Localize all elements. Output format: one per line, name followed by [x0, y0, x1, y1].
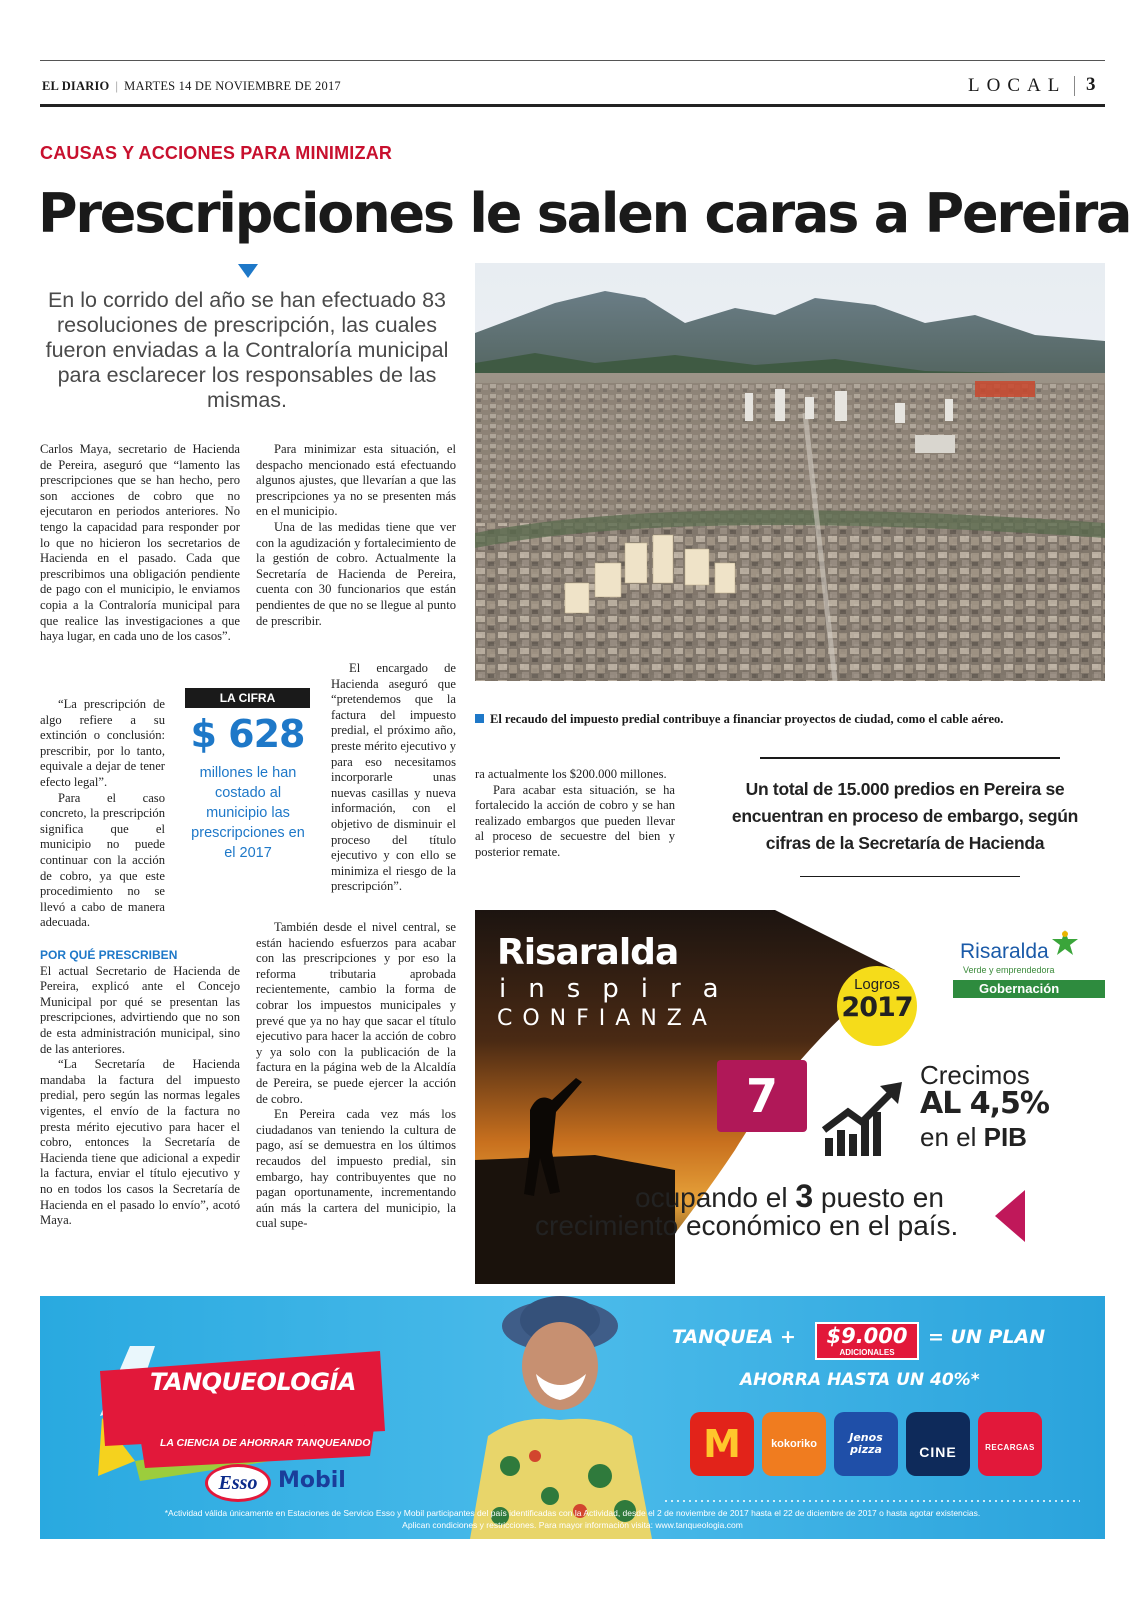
tanqueologia-brand: TANQUEOLOGÍA [150, 1368, 356, 1396]
header-rule [40, 104, 1105, 107]
growth-line2: AL 4,5% [920, 1086, 1049, 1121]
kicker: CAUSAS Y ACCIONES PARA MINIMIZAR [40, 143, 393, 163]
paper-name: EL DIARIO [42, 79, 110, 93]
lead-paragraph: En lo corrido del año se han efectuado 83 resoluciones de prescripción, las cuales fueron enviadas a la Contraloría municipal para esclarecer los responsables de las mismas. [45, 288, 449, 412]
star-person-icon [1050, 928, 1080, 958]
ranking-line2: crecimiento económico en el país. [535, 1210, 959, 1241]
growth-line3: en el PIB [920, 1122, 1027, 1152]
cifra-label: LA CIFRA [185, 688, 310, 708]
city-aerial-photo [475, 263, 1105, 681]
body-paragraph: Para acabar esta situación, se ha fortalecido la acción de cobro y se han realizado embargos que pueden llevar al proceso de secuestre del bien y posterior remate. [475, 782, 675, 859]
offer-text-b: = UN PLAN [928, 1326, 1046, 1348]
risaralda-line3: CONFIANZA [497, 1006, 717, 1031]
top-rule [40, 60, 1105, 61]
body-paragraph: Carlos Maya, secretario de Hacienda de Pereira, aseguró que “lamento las prescripciones que se han hecho, pero son acciones de cobro que no ejecutaron en periodos anteriores. No tengo la capacidad para responder por lo que no hicieron los secretarios de Hacienda en el pasado. Cada que prescribimos una obligación pendiente de pago con el municipio, le enviamos copia a la Contraloría municipal para que realice las investigaciones a que haya lugar, en cada uno de los casos”. [40, 442, 240, 644]
page-number: 3 [1086, 74, 1096, 95]
header-divider [1074, 76, 1075, 96]
gov-logo-tagline: Verde y emprendedora [963, 965, 1055, 975]
growth-chart-icon [820, 1078, 910, 1158]
kokoriko-logo[interactable]: kokoriko [762, 1412, 826, 1476]
offer-price-badge [815, 1322, 919, 1360]
risaralda-ad[interactable] [475, 910, 1105, 1284]
body-paragraph: “La Secretaría de Hacienda mandaba la factura del impuesto predial, pero según las normas legales vigentes, el envío de la factura no presta mérito ejecutivo para hacer el cobro, entonces la Secretaría de Hacienda tiene que adicional a expedir la factura, enviar el título ejecutivo y no en todos los casos la Secretaría de Hacienda en el pasado lo envío”, acotó Maya. [40, 1057, 240, 1228]
mcdonalds-logo[interactable]: M [690, 1412, 754, 1476]
body-paragraph: “La prescripción de algo refiere a su extinción o conclusión: prescribir, por lo tanto, equivale a dejar de tener efecto legal”. [40, 697, 165, 789]
column-1-top [40, 442, 240, 645]
square-icon [475, 714, 484, 723]
cifra-text: millones le han costado al municipio las prescripciones en el 2017 [191, 765, 305, 861]
body-paragraph: Para minimizar esta situación, el despacho mencionado está efectuando algunos ajustes, que llevarían a que las prescripciones ya no se presenten más en el municipio. [256, 442, 456, 519]
body-paragraph: En Pereira cada vez más los ciudadanos van teniendo la cultura de pago, así se demuestra en los últimos recaudos del impuesto predial, sin embargo, hay contribuyentes que no pagan oportunamente, incrementando aún más la cartera del municipio, la cual supe- [256, 1107, 456, 1231]
body-paragraph: El actual Secretario de Hacienda de Pereira, explicó ante el Concejo Municipal por qué se presentan las prescripciones, advirtiendo que no son de esta administración municipal, sino de las anteriores. [40, 963, 240, 1056]
ranking-line1: ocupando el 3 puesto en [635, 1178, 944, 1214]
recargas-logo[interactable]: RECARGAS [978, 1412, 1042, 1476]
arrow-left-icon [995, 1190, 1025, 1242]
fine-print [50, 1507, 1095, 1531]
cine-logo[interactable]: CINE [906, 1412, 970, 1476]
tanqueologia-tagline: LA CIENCIA DE AHORRAR TANQUEANDO [160, 1437, 371, 1449]
risaralda-line2: inspira [499, 974, 741, 1004]
body-paragraph: El encargado de Hacienda aseguró que “pretendemos que la factura del impuesto predial, el próximo año, preste mérito ejecutivo y para eso necesitamos incorporarle unas nuevas casillas y nueva información, con el objetivo de disminuir el proceso del título ejecutivo y con ello se minimiza el riesgo de la prescripción”. [331, 661, 456, 894]
body-paragraph: Para el caso concreto, la prescripción significa que el municipio no puede continuar con la acción de cobro, ya que este procedimiento no se llevó a cabo de manera adecuada. [40, 790, 165, 930]
offer-price: $9.000 [826, 1324, 908, 1348]
logros-badge [837, 966, 917, 1046]
pullquote: Un total de 15.000 predios en Pereira se encuentran en proceso de embargo, según cifras de la Secretaría de Hacienda [731, 779, 1079, 853]
column-2-bottom [256, 920, 456, 1232]
headline: Prescripciones le salen caras a Pereira [38, 182, 1131, 245]
column-1-narrow [40, 697, 165, 931]
pullquote-rule-top [760, 757, 1060, 759]
down-triangle-icon [238, 264, 258, 278]
body-paragraph: Una de las medidas tiene que ver con la agudización y fortalecimiento de la gestión de cobro. Actualmente la Secretaría de Hacienda de Pereira, cuenta con 30 funcionarios que están pendientes de que no se llegue al punto de prescribir. [256, 519, 456, 628]
mobil-logo: Mobil [278, 1468, 346, 1493]
cifra-value: $ 628 [190, 712, 305, 756]
issue-date: MARTES 14 DE NOVIEMBRE DE 2017 [124, 79, 341, 93]
column-2-narrow [331, 661, 456, 895]
risaralda-title: Risaralda [497, 932, 679, 973]
fine-print-line1: *Actividad válida únicamente en Estaciones de Servicio Esso y Mobil participantes del país identificadas con la Actividad, desde el 2 de noviembre de 2017 hasta el 22 de diciembre de 2017 o hasta agotar existencias. [164, 1508, 981, 1518]
man-with-hat-image [440, 1296, 680, 1539]
offer-price-sub: ADICIONALES [839, 1348, 895, 1357]
body-paragraph: ra actualmente los $200.000 millones. [475, 767, 667, 781]
subheading: POR QUÉ PRESCRIBEN [40, 948, 178, 962]
gov-logo-name: Risaralda [960, 940, 1049, 963]
tanqueologia-ad[interactable] [40, 1296, 1105, 1539]
photo-caption: El recaudo del impuesto predial contribuye a financiar proyectos de ciudad, como el cable aéreo. [475, 712, 1003, 727]
pullquote-rule-bottom [800, 876, 1020, 877]
logros-label: Logros [854, 976, 900, 993]
growth-line1: Crecimos [920, 1060, 1030, 1090]
column-1-bottom [40, 948, 240, 1229]
esso-logo: Esso [205, 1464, 271, 1502]
section-name: LOCAL [968, 75, 1067, 96]
offer-text-a: TANQUEA + [672, 1326, 796, 1348]
logros-year: 2017 [841, 992, 913, 1023]
column-3 [475, 767, 675, 861]
jenos-pizza-logo[interactable]: Jenos pizza [834, 1412, 898, 1476]
gov-logo-band: Gobernación [953, 980, 1105, 998]
achievement-number: 7 [717, 1060, 807, 1132]
fine-print-line2: Aplican condiciones y restricciones. Para mayor información visita: www.tanqueologia.com [402, 1520, 743, 1530]
column-2-top [256, 442, 456, 629]
savings-text: AHORRA HASTA UN 40%* [740, 1370, 980, 1390]
masthead: EL DIARIO | MARTES 14 DE NOVIEMBRE DE 2017 [42, 79, 341, 93]
body-paragraph: También desde el nivel central, se están haciendo esfuerzos para acabar con las prescripciones y por eso la reforma tributaria aprobada recientemente, cambio la forma de cobrar los impuestos municipales y prevé que ya no hay que sacar el título ejecutivo para hacer la acción de cobro y ya solo con la publicación de la factura en la página web de la Alcaldía de Pereira, se puede ejercer la acción de cobro. [256, 920, 456, 1106]
